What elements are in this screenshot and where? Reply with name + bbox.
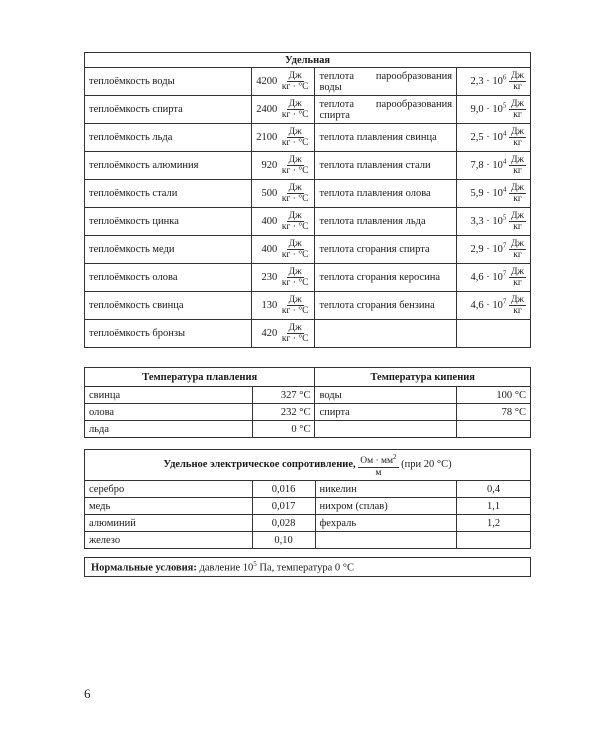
heat-label: теплота плавления стали <box>315 152 457 180</box>
unit-denominator: м <box>375 467 382 478</box>
normal-conditions-table <box>84 557 531 577</box>
unit-denominator: кг · °С <box>281 110 309 120</box>
resistivity-value: 0,10 <box>252 532 315 549</box>
unit-denominator: кг <box>513 166 522 176</box>
table-row <box>85 532 531 549</box>
table-header-row <box>85 368 531 387</box>
unit-denominator: кг <box>513 138 522 148</box>
unit-numerator: Дж <box>510 239 524 249</box>
melting-temperature: 327 °С <box>252 387 315 404</box>
table-row <box>85 180 531 208</box>
table-row <box>85 320 531 348</box>
resistivity-value <box>457 532 531 549</box>
boiling-temperature <box>457 421 531 438</box>
heat-label: теплота плавления льда <box>315 208 457 236</box>
unit-denominator: кг <box>513 82 522 92</box>
unit-numerator: Дж <box>510 99 524 109</box>
unit-numerator: Дж <box>510 155 524 165</box>
heat-label: теплота плавления свинца <box>315 124 457 152</box>
table-row <box>85 264 531 292</box>
unit-fraction <box>509 71 526 92</box>
heat-value: $7,8 \cdot 10^4$ $\frac{Дж}{кг}$ <box>457 152 531 180</box>
unit-denominator: кг · °С <box>281 334 309 344</box>
unit-numerator: Дж <box>288 155 302 165</box>
unit-fraction <box>509 239 526 260</box>
heat-capacity-label: теплоёмкость алюминия <box>85 152 252 180</box>
unit-fraction <box>280 239 311 260</box>
heat-label: теплота парообразования воды <box>315 68 457 96</box>
material-name: серебро <box>85 481 253 498</box>
resistivity-table <box>84 449 531 549</box>
material-name: алюминий <box>85 515 253 532</box>
heat-capacity-label: теплоёмкость бронзы <box>85 320 252 348</box>
heat-value: $5,9 \cdot 10^4$ $\frac{Дж}{кг}$ <box>457 180 531 208</box>
table-row <box>85 152 531 180</box>
unit-fraction <box>509 99 526 120</box>
material-name <box>315 532 457 549</box>
heat-capacity-label: теплоёмкость цинка <box>85 208 252 236</box>
unit-numerator: Дж <box>510 267 524 277</box>
boiling-header: Температура кипения <box>315 368 531 387</box>
unit-denominator: кг · °С <box>281 138 309 148</box>
unit-numerator: Дж <box>288 71 302 81</box>
unit-denominator: кг · °С <box>281 306 309 316</box>
unit-denominator: кг · °С <box>281 194 309 204</box>
unit-fraction <box>280 323 311 344</box>
resistivity-value: 1,1 <box>457 498 531 515</box>
boiling-substance <box>315 421 457 438</box>
unit-denominator: кг <box>513 306 522 316</box>
normal-text-2: Па, температура 0 °С <box>259 562 354 574</box>
resistivity-value: 0,017 <box>252 498 315 515</box>
melting-temperature: 232 °С <box>252 404 315 421</box>
resistivity-condition: (при 20 °С) <box>401 459 452 471</box>
unit-denominator: кг · °С <box>281 82 309 92</box>
unit-numerator: Дж <box>288 211 302 221</box>
table-row <box>85 404 531 421</box>
table-row <box>85 421 531 438</box>
resistivity-unit <box>358 452 398 477</box>
unit-numerator: Дж <box>510 71 524 81</box>
boiling-temperature: 78 °С <box>457 404 531 421</box>
material-name: никелин <box>315 481 457 498</box>
heat-value: $4,6 \cdot 10^7$ $\frac{Дж}{кг}$ <box>457 292 531 320</box>
heat-capacity-value: 130 $\frac{Дж}{кг \cdot ^\circ С}$ <box>252 292 315 320</box>
resistivity-value: 1,2 <box>457 515 531 532</box>
heat-capacity-value: 420 $\frac{Дж}{кг \cdot ^\circ С}$ <box>252 320 315 348</box>
page-number: 6 <box>84 686 91 701</box>
table-row <box>85 515 531 532</box>
resistivity-title: Удельное электрическое сопротивление, <box>163 459 356 471</box>
unit-fraction <box>509 183 526 204</box>
heat-capacity-value: 2100 $\frac{Дж}{кг \cdot ^\circ С}$ <box>252 124 315 152</box>
heat-capacity-value: 400 $\frac{Дж}{кг \cdot ^\circ С}$ <box>252 236 315 264</box>
unit-fraction <box>280 295 311 316</box>
unit-power: 2 <box>393 453 397 462</box>
empty-cell <box>457 320 531 348</box>
heat-value: $2,9 \cdot 10^7$ $\frac{Дж}{кг}$ <box>457 236 531 264</box>
heat-capacity-label: теплоёмкость свинца <box>85 292 252 320</box>
normal-text-1: давление 10 <box>199 562 254 574</box>
unit-fraction <box>280 155 311 176</box>
heat-capacity-value: 4200 $\frac{Дж}{кг \cdot ^\circ С}$ <box>252 68 315 96</box>
unit-numerator: Дж <box>510 295 524 305</box>
unit-numerator: Дж <box>288 127 302 137</box>
unit-numerator: Дж <box>510 127 524 137</box>
heat-capacity-label: теплоёмкость олова <box>85 264 252 292</box>
heat-label: теплота сгорания керосина <box>315 264 457 292</box>
table-row <box>85 236 531 264</box>
normal-conditions-cell <box>85 558 531 577</box>
unit-fraction <box>280 267 311 288</box>
table-row <box>85 558 531 577</box>
heat-capacity-value: 400 $\frac{Дж}{кг \cdot ^\circ С}$ <box>252 208 315 236</box>
melting-substance: олова <box>85 404 253 421</box>
boiling-temperature: 100 °С <box>457 387 531 404</box>
table-row <box>85 68 531 96</box>
heat-label: теплота сгорания спирта <box>315 236 457 264</box>
unit-numerator: Дж <box>288 267 302 277</box>
heat-label: теплота парообразования спирта <box>315 96 457 124</box>
heat-value: $9,0 \cdot 10^5$ $\frac{Дж}{кг}$ <box>457 96 531 124</box>
temperature-table <box>84 367 531 438</box>
heat-capacity-value: 920 $\frac{Дж}{кг \cdot ^\circ С}$ <box>252 152 315 180</box>
unit-denominator: кг · °С <box>281 166 309 176</box>
unit-denominator: кг <box>513 250 522 260</box>
unit-fraction <box>280 127 311 148</box>
table-row <box>85 96 531 124</box>
resistivity-value: 0,016 <box>252 481 315 498</box>
normal-label: Нормальные условия: <box>91 562 197 574</box>
heat-capacity-label: теплоёмкость меди <box>85 236 252 264</box>
table-row <box>85 208 531 236</box>
unit-numerator: Дж <box>288 99 302 109</box>
boiling-substance: спирта <box>315 404 457 421</box>
unit-numerator: Дж <box>288 183 302 193</box>
heat-label: теплота сгорания бензина <box>315 292 457 320</box>
unit-fraction <box>509 267 526 288</box>
heat-capacity-value: 2400 $\frac{Дж}{кг \cdot ^\circ С}$ <box>252 96 315 124</box>
specific-header: Удельная <box>85 53 531 68</box>
specific-values-table <box>84 52 531 348</box>
unit-fraction <box>280 99 311 120</box>
material-name: нихром (сплав) <box>315 498 457 515</box>
heat-capacity-label: теплоёмкость льда <box>85 124 252 152</box>
unit-denominator: кг <box>513 278 522 288</box>
heat-capacity-label: теплоёмкость стали <box>85 180 252 208</box>
unit-denominator: кг <box>513 110 522 120</box>
boiling-substance: воды <box>315 387 457 404</box>
heat-value: $2,5 \cdot 10^4$ $\frac{Дж}{кг}$ <box>457 124 531 152</box>
resistivity-value: 0,028 <box>252 515 315 532</box>
unit-denominator: кг · °С <box>281 222 309 232</box>
unit-fraction <box>509 155 526 176</box>
table-row <box>85 498 531 515</box>
unit-fraction <box>509 295 526 316</box>
table-header-row <box>85 450 531 481</box>
heat-capacity-value: 230 $\frac{Дж}{кг \cdot ^\circ С}$ <box>252 264 315 292</box>
unit-fraction <box>280 211 311 232</box>
normal-power: 5 <box>253 560 257 569</box>
melting-substance: свинца <box>85 387 253 404</box>
unit-numerator: Дж <box>510 183 524 193</box>
unit-denominator: кг <box>513 222 522 232</box>
heat-capacity-label: теплоёмкость воды <box>85 68 252 96</box>
unit-denominator: кг · °С <box>281 250 309 260</box>
heat-capacity-label: теплоёмкость спирта <box>85 96 252 124</box>
resistivity-header <box>85 450 531 481</box>
material-name: медь <box>85 498 253 515</box>
table-row <box>85 481 531 498</box>
unit-numerator: Дж <box>288 239 302 249</box>
unit-denominator: кг · °С <box>281 278 309 288</box>
unit-denominator: кг <box>513 194 522 204</box>
unit-fraction <box>280 183 311 204</box>
heat-value: $4,6 \cdot 10^7$ $\frac{Дж}{кг}$ <box>457 264 531 292</box>
melting-substance: льда <box>85 421 253 438</box>
melting-header: Температура плавления <box>85 368 315 387</box>
unit-numerator: Дж <box>288 295 302 305</box>
unit-fraction <box>509 127 526 148</box>
table-row <box>85 387 531 404</box>
melting-temperature: 0 °С <box>252 421 315 438</box>
unit-numerator: Ом · мм <box>360 456 394 467</box>
resistivity-value: 0,4 <box>457 481 531 498</box>
material-name: железо <box>85 532 253 549</box>
unit-fraction <box>280 71 311 92</box>
heat-value: $2,3 \cdot 10^6$ $\frac{Дж}{кг}$ <box>457 68 531 96</box>
table-row <box>85 292 531 320</box>
table-row <box>85 124 531 152</box>
heat-value: $3,3 \cdot 10^5$ $\frac{Дж}{кг}$ <box>457 208 531 236</box>
heat-label <box>315 320 457 348</box>
heat-capacity-value: 500 $\frac{Дж}{кг \cdot ^\circ С}$ <box>252 180 315 208</box>
table-header-row <box>85 53 531 68</box>
heat-label: теплота плавления олова <box>315 180 457 208</box>
unit-numerator: Дж <box>510 211 524 221</box>
material-name: фехраль <box>315 515 457 532</box>
unit-numerator: Дж <box>288 323 302 333</box>
unit-fraction <box>509 211 526 232</box>
